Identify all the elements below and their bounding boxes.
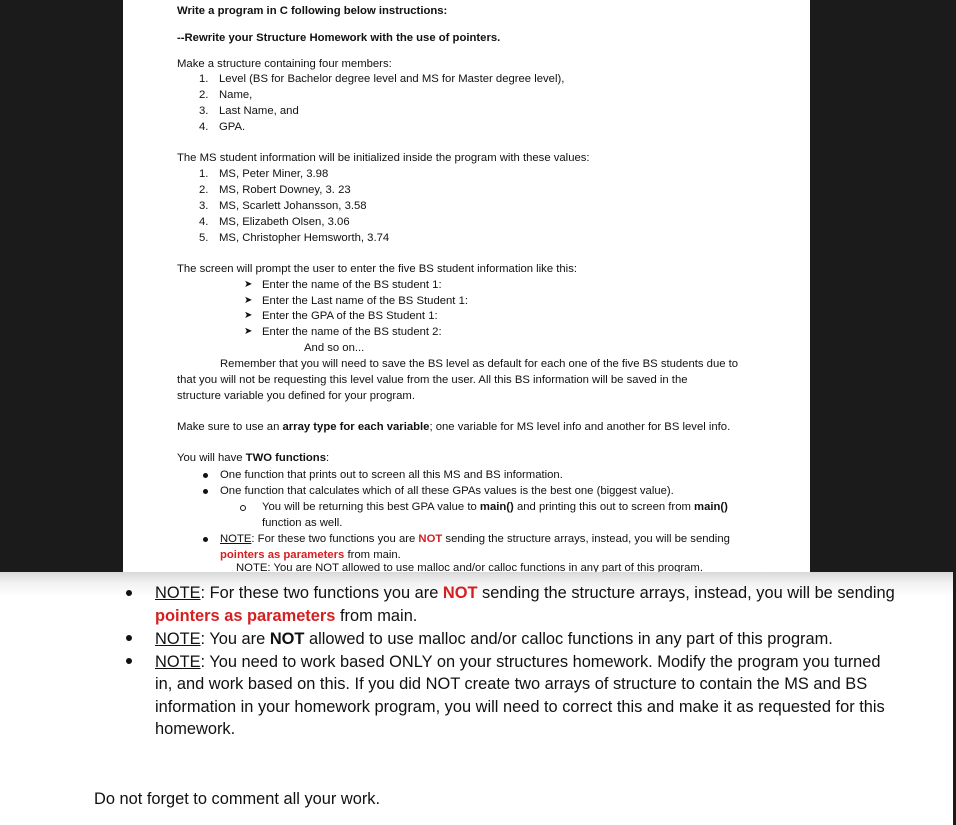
list-number: 3.	[199, 105, 209, 117]
array-bold: array type for each variable	[282, 421, 430, 433]
zoom-note-line: information in your homework program, you will need to correct this and make it as requested for this	[155, 698, 885, 716]
note-label: NOTE	[155, 630, 201, 648]
array-instruction	[177, 420, 730, 434]
list-number: 1.	[199, 168, 209, 180]
functions-intro	[177, 451, 329, 465]
remember-line: Remember that you will need to save the BS level as default for each one of the five BS students due to	[220, 358, 739, 370]
zoom-note-line: homework.	[155, 720, 236, 738]
list-number: 2.	[199, 89, 209, 101]
function-subitem	[262, 500, 728, 514]
zoom-note-line	[155, 651, 881, 674]
ms-student: MS, Elizabeth Olsen, 3.06	[219, 216, 350, 228]
structure-intro: Make a structure containing four members:	[177, 58, 392, 70]
bs-prompt: Enter the GPA of the BS Student 1:	[262, 310, 438, 322]
arrow-bullet-icon: ➤	[244, 310, 253, 321]
and-so-on: And so on...	[304, 342, 365, 354]
arrow-bullet-icon: ➤	[244, 295, 253, 306]
structure-member: Level (BS for Bachelor degree level and MS for Master degree level),	[219, 73, 565, 85]
arrow-bullet-icon: ➤	[244, 326, 253, 337]
bs-prompt: Enter the Last name of the BS Student 1:	[262, 295, 468, 307]
note-line	[220, 532, 730, 546]
note-label: NOTE	[220, 533, 252, 545]
function-item: One function that prints out to screen all this MS and BS information.	[220, 469, 563, 481]
note-text: sending the structure arrays, instead, you will be sending	[442, 533, 730, 545]
bullet-icon	[203, 489, 208, 494]
note-text: sending the structure arrays, instead, you will be sending	[477, 584, 895, 602]
bullet-icon	[203, 537, 208, 542]
bullet-icon	[126, 635, 132, 641]
note-label: NOTE	[155, 653, 201, 671]
functions-pre: You will have	[177, 452, 246, 464]
list-number: 5.	[199, 232, 209, 244]
function-subitem-cont: function as well.	[262, 517, 343, 529]
array-pre: Make sure to use an	[177, 421, 283, 433]
zoom-note-line	[155, 628, 833, 651]
note-text: allowed to use malloc and/or calloc functions in any part of this program.	[304, 630, 833, 648]
note-text: : For these two functions you are	[200, 584, 443, 602]
arrow-bullet-icon: ➤	[244, 279, 253, 290]
array-post: ; one variable for MS level info and another for BS level info.	[429, 421, 731, 433]
sub-text: You will be returning this best GPA value to	[262, 501, 480, 513]
bs-prompt: Enter the name of the BS student 2:	[262, 326, 442, 338]
zoom-note-line	[155, 605, 417, 628]
structure-member: Last Name, and	[219, 105, 299, 117]
list-number: 4.	[199, 121, 209, 133]
note-red: NOT	[442, 584, 478, 602]
remember-line: that you will not be requesting this level value from the user. All this BS information will be saved in the	[177, 374, 688, 386]
bullet-icon	[203, 473, 208, 478]
note-text: from main.	[335, 607, 418, 625]
note-line	[220, 548, 401, 562]
ms-student: MS, Christopher Hemsworth, 3.74	[219, 232, 390, 244]
note-text: : For these two functions you are	[251, 533, 419, 545]
main-fn: main()	[694, 501, 728, 513]
circle-bullet-icon	[240, 505, 246, 511]
list-number: 1.	[199, 73, 209, 85]
zoom-note-line: in, and work based on this. If you did NOT create two arrays of structure to contain the MS and BS	[155, 675, 868, 693]
main-fn: main()	[479, 501, 514, 513]
functions-bold: TWO functions	[245, 452, 326, 464]
assignment-title: Write a program in C following below instructions:	[177, 5, 448, 17]
zoomed-section	[0, 572, 956, 825]
bs-intro: The screen will prompt the user to enter the five BS student information like this:	[177, 263, 577, 275]
note-red: pointers as parameters	[155, 607, 336, 625]
note-bold: NOT	[269, 630, 305, 648]
functions-post: :	[326, 452, 330, 464]
ms-student: MS, Peter Miner, 3.98	[219, 168, 329, 180]
ms-intro: The MS student information will be initialized inside the program with these values:	[177, 152, 590, 164]
structure-member: Name,	[219, 89, 253, 101]
function-item: One function that calculates which of all these GPAs values is the best one (biggest value).	[220, 485, 674, 497]
bullet-icon	[126, 658, 132, 664]
list-number: 4.	[199, 216, 209, 228]
sub-text: and printing this out to screen from	[513, 501, 695, 513]
cut-off-line: NOTE: You are NOT allowed to use malloc and/or calloc functions in any part of this program.	[236, 562, 703, 572]
note-red: pointers as parameters	[220, 549, 345, 561]
note-text: from main.	[344, 549, 401, 561]
bullet-icon	[126, 590, 132, 596]
bs-prompt: Enter the name of the BS student 1:	[262, 279, 442, 291]
ms-student: MS, Robert Downey, 3. 23	[219, 184, 351, 196]
zoom-note-line	[155, 582, 895, 605]
document-page	[123, 0, 810, 572]
list-number: 3.	[199, 200, 209, 212]
ms-student: MS, Scarlett Johansson, 3.58	[219, 200, 367, 212]
remember-line: structure variable you defined for your program.	[177, 390, 415, 402]
footer-note: Do not forget to comment all your work.	[94, 790, 381, 808]
note-red: NOT	[418, 533, 443, 545]
assignment-subtitle: --Rewrite your Structure Homework with the use of pointers.	[177, 32, 501, 44]
note-text: : You are	[200, 630, 270, 648]
note-label: NOTE	[155, 584, 201, 602]
list-number: 2.	[199, 184, 209, 196]
note-text: : You need to work based ONLY on your structures homework. Modify the program you turned	[200, 653, 881, 671]
structure-member: GPA.	[219, 121, 246, 133]
